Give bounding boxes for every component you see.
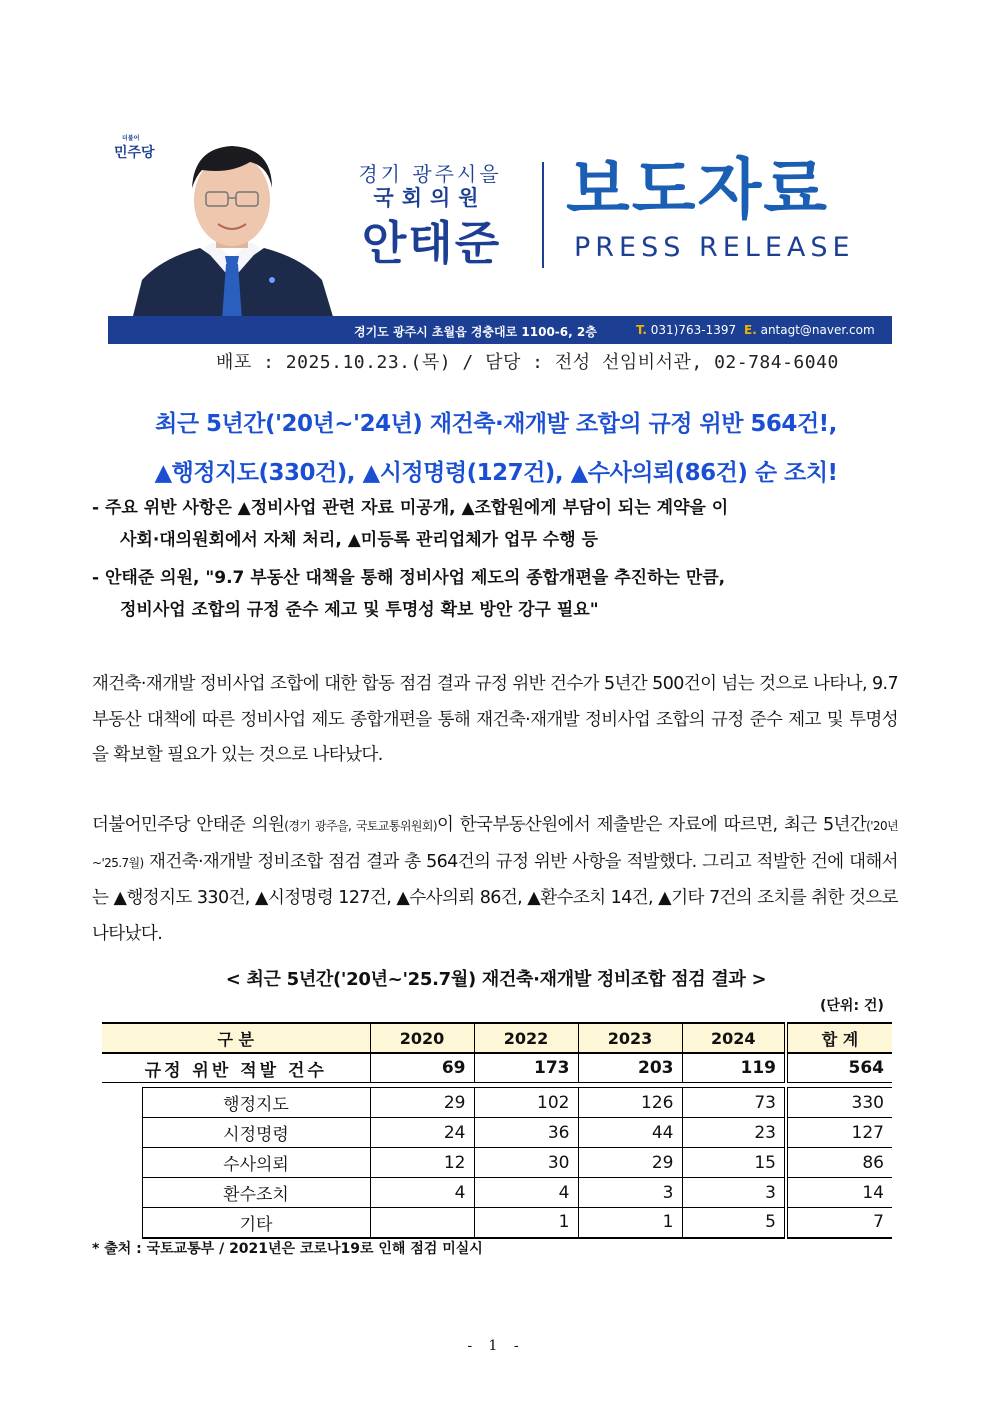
cell-total: 86 (786, 1148, 892, 1178)
para2-note: (경기 광주을, 국토교통위원회) (284, 819, 437, 833)
cell-2023: 126 (578, 1088, 682, 1118)
summary-bullet-1-line-2: 사회·대의원회에서 자체 처리, ▲미등록 관리업체가 업무 수행 등 (120, 530, 598, 550)
lawmaker-name: 안태준 (361, 216, 502, 270)
row-indent (102, 1208, 142, 1238)
cell-total: 127 (786, 1118, 892, 1148)
table-row-total-violations (102, 1053, 892, 1083)
inspection-results-subtable (102, 1087, 892, 1239)
cell-2022: 4 (474, 1178, 578, 1208)
cell-2024: 73 (682, 1088, 786, 1118)
phone-number: 031)763-1397 (650, 323, 737, 337)
office-email (744, 323, 875, 337)
email-address: antagt@naver.com (760, 323, 875, 337)
cell-2024: 5 (682, 1208, 786, 1238)
table-row (102, 1148, 892, 1178)
col-header-category: 구 분 (102, 1023, 370, 1053)
cell-2023: 29 (578, 1148, 682, 1178)
email-label: E. (744, 323, 757, 337)
para2-part-b: 이 한국부동산원에서 제출받은 자료에 따르면, 최근 5년간 (436, 815, 867, 835)
row-indent (102, 1178, 142, 1208)
party-logo-small-text: 더불어 (122, 135, 140, 142)
row-label: 환수조치 (142, 1178, 370, 1208)
cell-2024: 3 (682, 1178, 786, 1208)
table-row (102, 1178, 892, 1208)
row-label: 수사의뢰 (142, 1148, 370, 1178)
col-header-2023: 2023 (578, 1023, 682, 1053)
body-paragraph-1: 재건축·재개발 정비사업 조합에 대한 합동 점검 결과 규정 위반 건수가 5년간 500건이 넘는 것으로 나타나, 9.7 부동산 대책에 따른 정비사업 제도 종합개편을 통해 재건축·재개발 정비사업 조합의 규정 준수 제고 및 투명성을 확보할 필요가 있는 것으로 나타났다. (92, 674, 898, 765)
cell-2024: 15 (682, 1148, 786, 1178)
cell-2020: 24 (370, 1118, 474, 1148)
phone-label: T. (636, 323, 647, 337)
row-indent (102, 1148, 142, 1178)
summary-bullet-1 (92, 492, 898, 556)
cell-2023: 1 (578, 1208, 682, 1238)
row-label: 기타 (142, 1208, 370, 1238)
press-release-title-kr: 보도자료 (566, 151, 830, 228)
row-indent (102, 1118, 142, 1148)
region-label: 경기 광주시을 (358, 162, 502, 186)
row-indent (102, 1088, 142, 1118)
cell-2024: 119 (682, 1053, 786, 1083)
party-logo-text: 민주당 (114, 145, 155, 161)
cell-2022: 102 (474, 1088, 578, 1118)
press-release-title-en: PRESS RELEASE (574, 232, 855, 263)
office-address: 경기도 광주시 초월읍 경충대로 1100-6, 2층 (354, 325, 597, 339)
table-source-note: * 출처 : 국토교통부 / 2021년은 코로나19로 인해 점검 미실시 (92, 1241, 483, 1257)
col-header-total: 합 계 (786, 1023, 892, 1053)
cell-2020: 69 (370, 1053, 474, 1083)
row-label: 규정 위반 적발 건수 (102, 1053, 370, 1083)
cell-2023: 3 (578, 1178, 682, 1208)
lawmaker-portrait (122, 130, 342, 320)
office-phone (636, 323, 736, 337)
table-row (102, 1088, 892, 1118)
cell-2022: 1 (474, 1208, 578, 1238)
page-number: - 1 - (467, 1338, 525, 1354)
col-header-2022: 2022 (474, 1023, 578, 1053)
role-label: 국회의원 (373, 186, 487, 210)
row-label: 시정명령 (142, 1118, 370, 1148)
cell-2020 (370, 1208, 474, 1238)
row-label: 행정지도 (142, 1088, 370, 1118)
body-paragraph-2 (92, 808, 898, 952)
headline-line-1: 최근 5년간('20년~'24년) 재건축·재개발 조합의 규정 위반 564건!, (155, 411, 837, 437)
cell-2020: 4 (370, 1178, 474, 1208)
cell-2022: 36 (474, 1118, 578, 1148)
table-row (102, 1208, 892, 1238)
headline-line-2: ▲행정지도(330건), ▲시정명령(127건), ▲수사의뢰(86건) 순 조치! (154, 460, 838, 486)
table-unit: (단위: 건) (820, 998, 884, 1014)
cell-total: 14 (786, 1178, 892, 1208)
cell-2020: 12 (370, 1148, 474, 1178)
summary-bullet-1-line-1: - 주요 위반 사항은 ▲정비사업 관련 자료 미공개, ▲조합원에게 부담이 되는 계약을 이 (92, 498, 729, 518)
summary-bullet-2-line-2: 정비사업 조합의 규정 준수 제고 및 투명성 확보 방안 강구 필요" (120, 600, 599, 620)
table-header-row (102, 1023, 892, 1053)
press-release-header (108, 120, 892, 345)
cell-total: 564 (786, 1053, 892, 1083)
summary-bullet-2-line-1: - 안태준 의원, "9.7 부동산 대책을 통해 정비사업 제도의 종합개편을 추진하는 만큼, (92, 568, 726, 588)
para2-part-a: 더불어민주당 안태준 의원 (92, 815, 285, 835)
para2-note-2: ('20년~'25.7월) (92, 819, 898, 870)
table-title: < 최근 5년간('20년~'25.7월) 재건축·재개발 정비조합 점검 결과 > (225, 969, 767, 990)
col-header-2020: 2020 (370, 1023, 474, 1053)
inspection-results-table (102, 1022, 892, 1083)
para2-part-c: 재건축·재개발 정비조합 점검 결과 총 564건의 규정 위반 사항을 적발했다. 그리고 적발한 건에 대해서는 ▲행정지도 330건, ▲시정명령 127건, ▲수사의뢰 86건, ▲환수조치 14건, ▲기타 7건의 조치를 취한 것으로 나타났다. (92, 851, 898, 944)
distribution-info: 배포 : 2025.10.23.(목) / 담당 : 전성 선임비서관, 02-784-6040 (216, 352, 839, 373)
header-divider (542, 162, 544, 268)
cell-2023: 203 (578, 1053, 682, 1083)
cell-2020: 29 (370, 1088, 474, 1118)
cell-2023: 44 (578, 1118, 682, 1148)
table-row (102, 1118, 892, 1148)
summary-bullet-2 (92, 562, 898, 626)
cell-total: 330 (786, 1088, 892, 1118)
cell-2022: 173 (474, 1053, 578, 1083)
cell-total: 7 (786, 1208, 892, 1238)
cell-2024: 23 (682, 1118, 786, 1148)
col-header-2024: 2024 (682, 1023, 786, 1053)
cell-2022: 30 (474, 1148, 578, 1178)
